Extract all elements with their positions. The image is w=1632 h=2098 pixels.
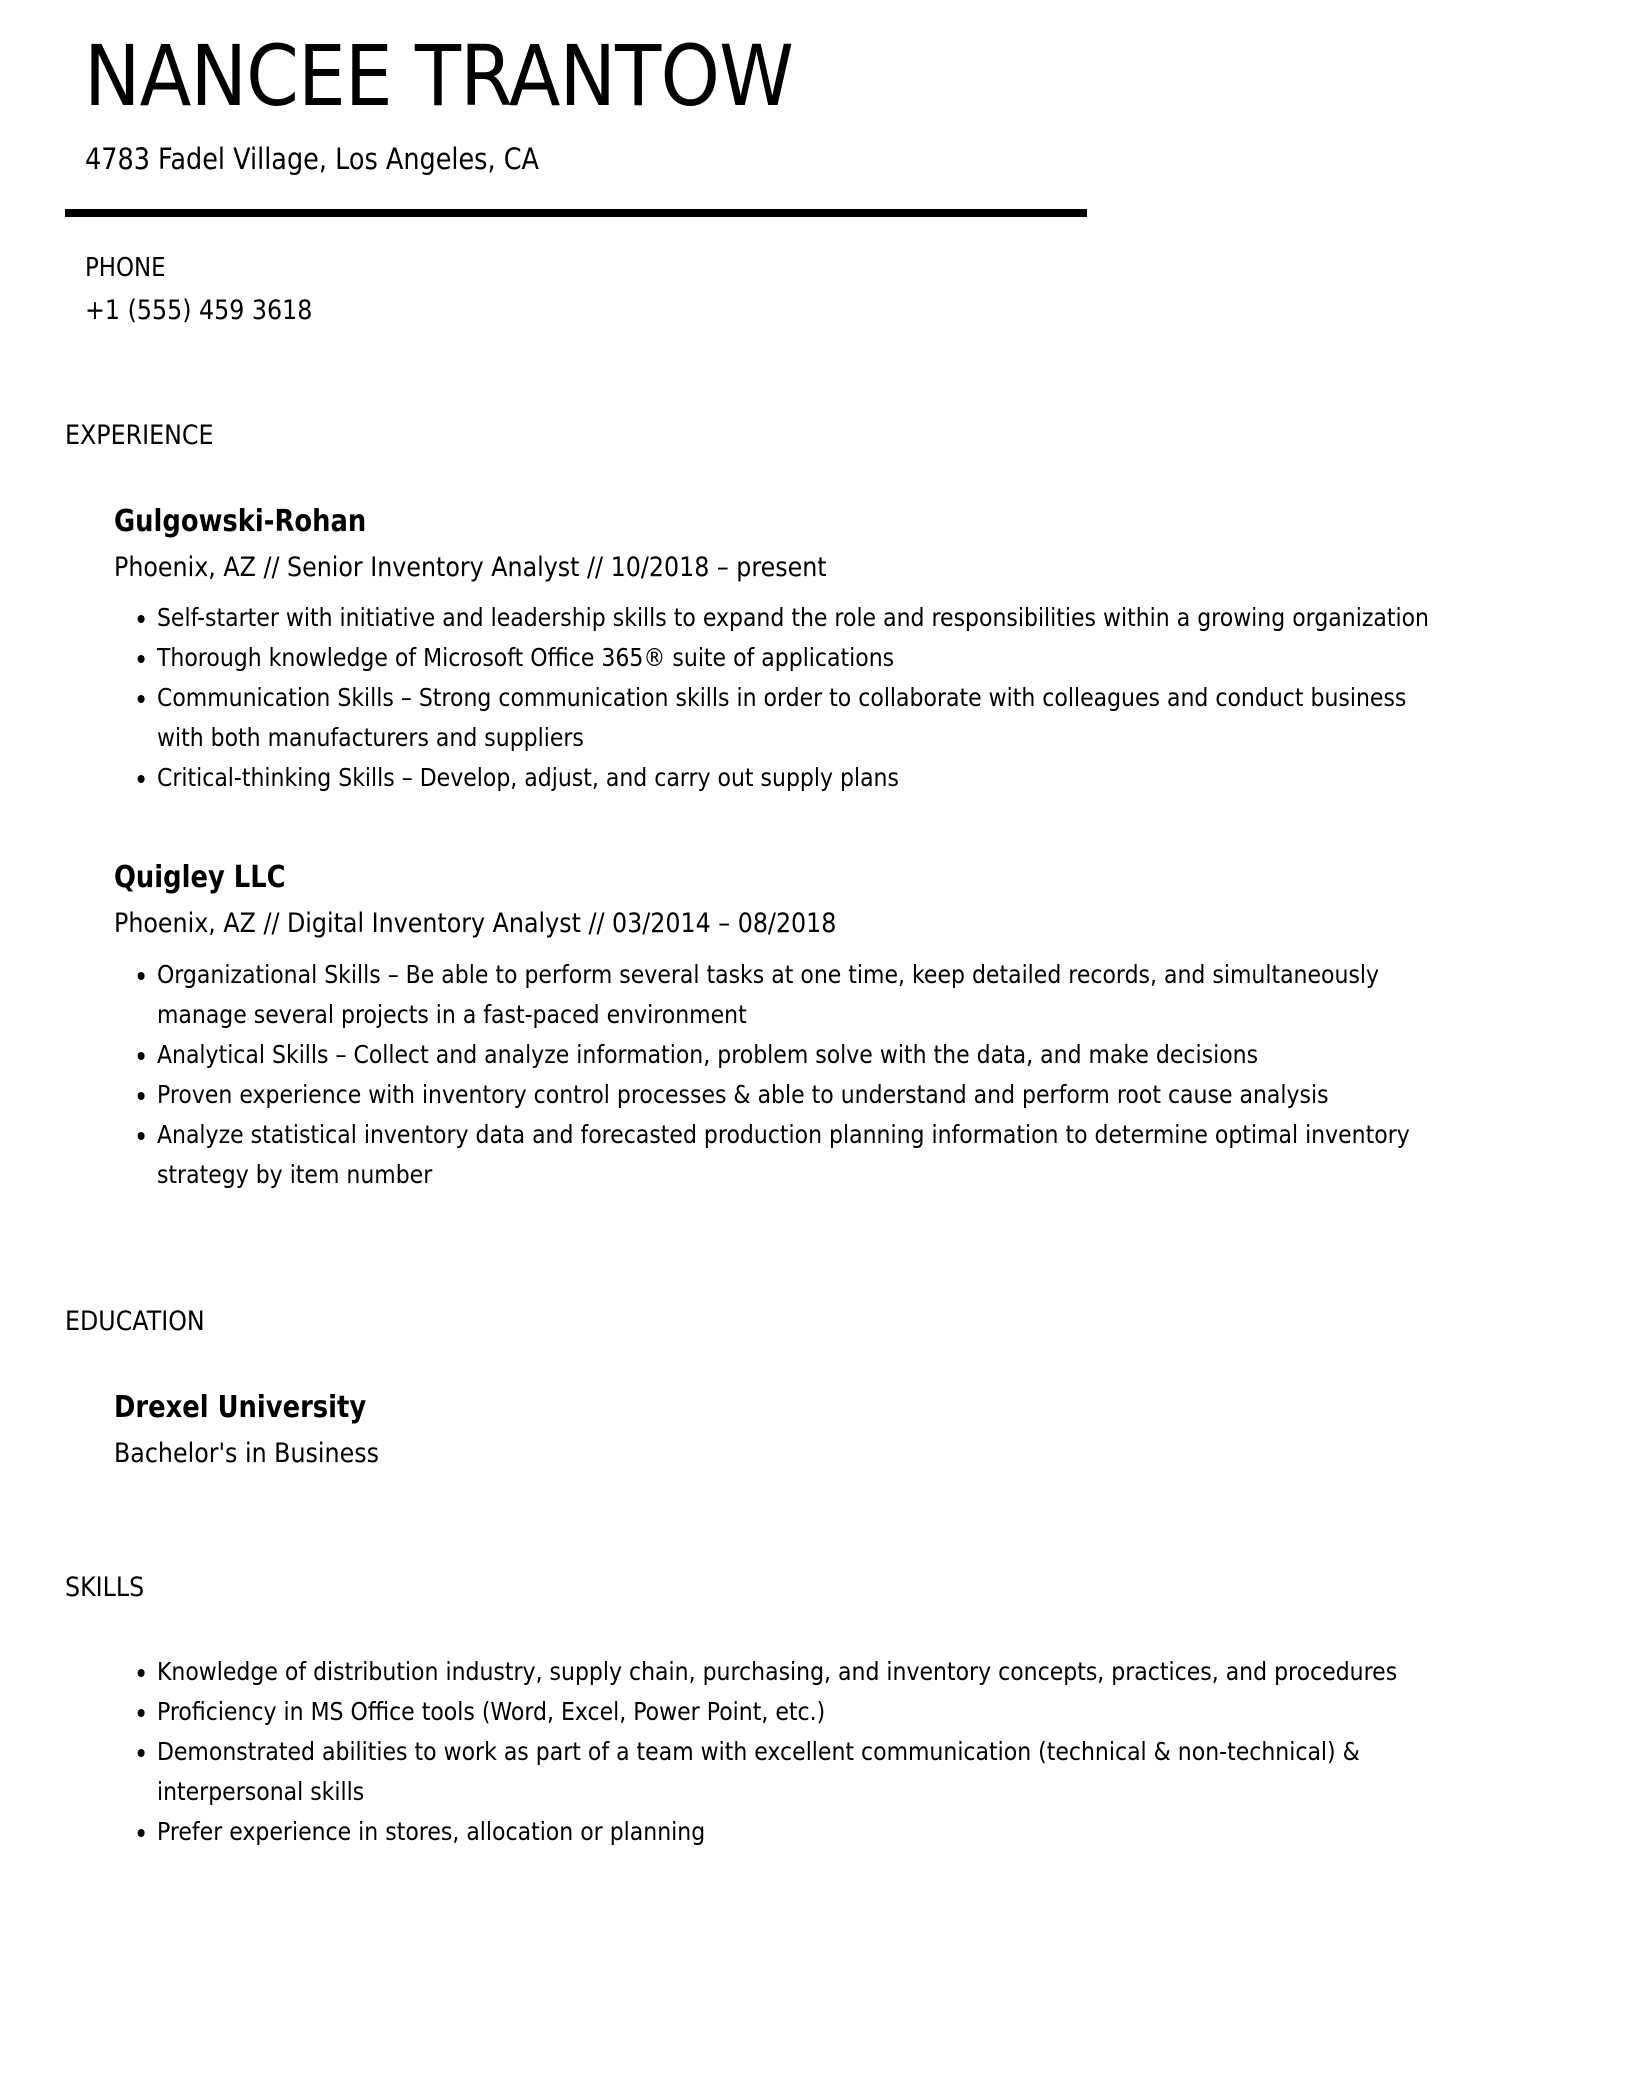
skill-item: • Prefer experience in stores, allocation or planning <box>157 1812 1583 1852</box>
job-company: Gulgowski-Rohan <box>114 504 367 539</box>
job-bullets <box>120 598 1583 798</box>
skill-item: • Demonstrated abilities to work as part of a team with excellent communication (technical & non-technical) & interpersonal skills <box>157 1732 1424 1812</box>
job-bullets <box>120 955 1583 1195</box>
job-bullet: • Analyze statistical inventory data and forecasted production planning information to determine optimal inventory strategy by item number <box>157 1115 1424 1195</box>
degree: Bachelor's in Business <box>114 1438 379 1469</box>
job-bullet: • Communication Skills – Strong communication skills in order to collaborate with colleagues and conduct business with both manufacturers and suppliers <box>157 678 1442 758</box>
job-bullet: • Organizational Skills – Be able to perform several tasks at one time, keep detailed records, and simultaneously manage several projects in a fast-paced environment <box>157 955 1424 1035</box>
job-bullet: • Thorough knowledge of Microsoft Office 365® suite of applications <box>157 638 1583 678</box>
skills-list <box>120 1652 1583 1852</box>
education-heading: EDUCATION <box>65 1306 205 1337</box>
job-meta: Phoenix, AZ // Digital Inventory Analyst // 03/2014 – 08/2018 <box>114 908 837 939</box>
job-meta: Phoenix, AZ // Senior Inventory Analyst // 10/2018 – present <box>114 552 827 583</box>
candidate-name: NANCEE TRANTOW <box>84 27 793 125</box>
job-company: Quigley LLC <box>114 860 286 895</box>
experience-heading: EXPERIENCE <box>65 420 214 451</box>
skills-heading: SKILLS <box>65 1572 145 1603</box>
phone-value: +1 (555) 459 3618 <box>85 295 313 326</box>
candidate-address: 4783 Fadel Village, Los Angeles, CA <box>85 142 539 176</box>
job-bullet: • Self-starter with initiative and leadership skills to expand the role and responsibilities within a growing organization <box>157 598 1583 638</box>
job-bullet: • Proven experience with inventory control processes & able to understand and perform root cause analysis <box>157 1075 1583 1115</box>
skill-item: • Knowledge of distribution industry, supply chain, purchasing, and inventory concepts, practices, and procedures <box>157 1652 1583 1692</box>
school-name: Drexel University <box>114 1390 367 1425</box>
header-divider <box>65 209 1087 217</box>
job-bullet: • Analytical Skills – Collect and analyze information, problem solve with the data, and make decisions <box>157 1035 1583 1075</box>
skill-item: • Proficiency in MS Office tools (Word, Excel, Power Point, etc.) <box>157 1692 1583 1732</box>
job-bullet: • Critical-thinking Skills – Develop, adjust, and carry out supply plans <box>157 758 1583 798</box>
phone-label: PHONE <box>85 253 166 283</box>
